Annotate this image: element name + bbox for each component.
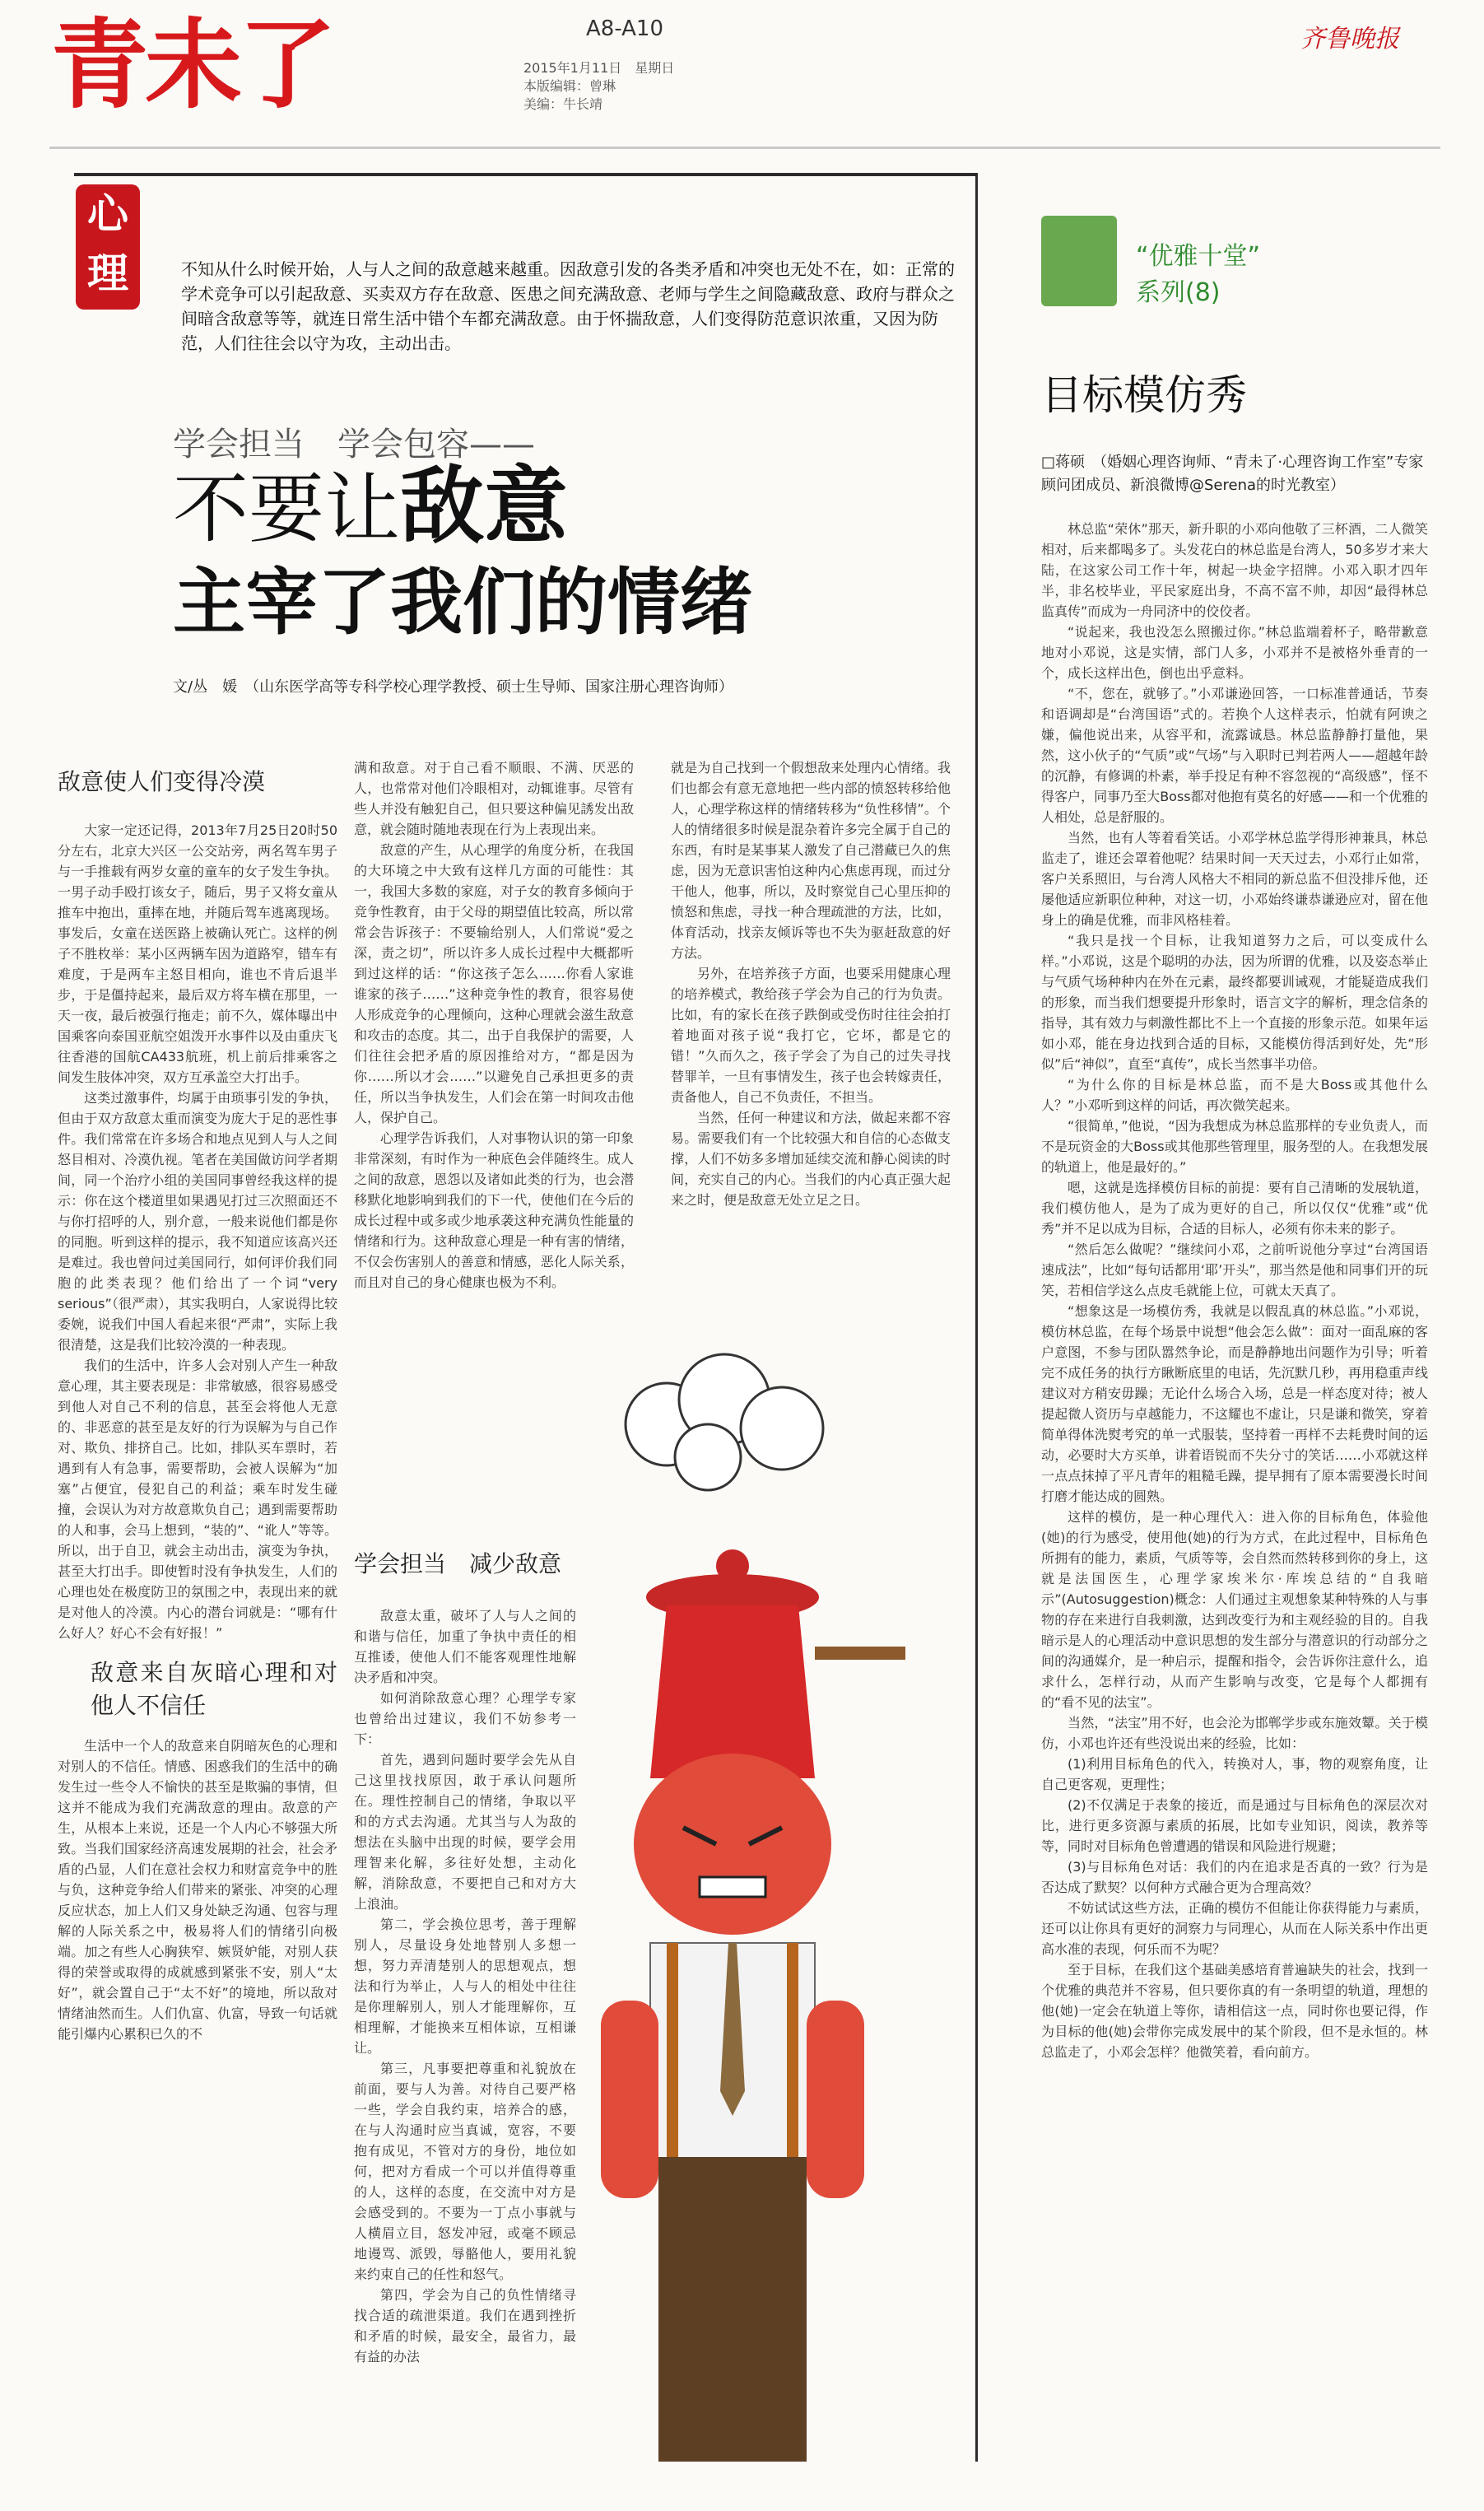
reading-chair-icon [1041,216,1117,306]
paragraph: 生活中一个人的敌意来自阴暗灰色的心理和对别人的不信任。情感、困惑我们的生活中的确发生过一些令人不愉快的甚至是欺骗的事情，但这并不能成为我们充满敌意的理由。敌意的产生，从根本上来说，还是一个人内心不够强大所致。当我们国家经济高速发展期的社会，社会矛盾的凸显，人们在意社会权力和财富竞争中的胜与负，这种竞争给人们带来的紧张、冲突的心理反应状态，加上人们又身处缺乏沟通、包容与理解的人际关系之中，极易将人们的情绪引向极端。加之有些人心胸狭窄、嫉贤妒能，对别人获得的荣誉或取得的成就感到紧张不安，别人“太好”，就会置自己于“太不好”的境地，所以敌对情绪油然而生。人们仇富、仇富，导致一句话就能引爆内心累积已久的不 [58,1738,337,2042]
sidebar-title: 目标模仿秀 [1041,371,1247,419]
suspender-left [667,1943,678,2173]
paragraph: 这样的模仿，是一种心理代入：进入你的目标角色，体验他(她)的行为感受，使用他(她)的行为方式，在此过程中，目标角色所拥有的能力，素质，气质等等，会自然而然转移到你的身上，这就是法国医生，心理学家埃米尔·库埃总结的“自我暗示”(Autosuggestion)概念：人们通过主观想象某种特殊的人与事物的存在来进行自我刺激，达到改变行为和主观经验的目的。自我暗示是人的心理活动中意识思想的发生部分与潜意识的行动部分之间的沟通媒介，是一种启示，提醒和指令，会告诉你注意什么，追求什么，怎样行动，从而产生影响与改变，它是每个人都拥有的“看不见的法宝”。 [1041,1509,1428,1710]
masthead-divider [49,147,1440,149]
editor-credit: 本版编辑：曾琳 [523,78,616,94]
suspender-right [787,1943,798,2173]
paragraph: 不妨试试这些方法，正确的模仿不但能让你获得能力与素质，还可以让你具有更好的洞察力与同理心，从而在人际关系中作出更高水准的表现，何乐而不为呢？ [1041,1900,1428,1957]
paragraph: 就是为自己找到一个假想敌来处理内心情绪。我们也都会有意无意地把一些内部的愤怒转移给他人，心理学称这样的情绪转移为“负性移情”。个人的情绪很多时候是混杂着许多完全属于自己的东西，有时是某事某人激发了自己潜藏已久的焦虑，因为无意识害怕这种内心焦虑再现，而过分干他人，他事，所以，及时察觉自己心里压抑的愤怒和焦虑，寻找一种合理疏泄的方法，比如，体育活动，找亲友倾诉等也不失为驱赶敌意的好方法。 [671,760,951,961]
paragraph: 满和敌意。对于自己看不顺眼、不满、厌恶的人，也常常对他们冷眼相对，动辄谁事。尽管有些人并没有触犯自己，但只要这种偏见誘发出敌意，就会随时随地表现在行为上表现出来。 [354,760,634,837]
paragraph: 心理学告诉我们，人对事物认识的第一印象非常深刻，有时作为一种底色会伴随终生。成人之间的敌意，恩怨以及诸如此类的行为，也会潜移默化地影响到我们的下一代，使他们在今后的成长过程中或多或少地承袭这种充满负性能量的情绪和行为。这种敌意心理是一种有害的情绪，不仅会伤害别人的善意和情感，恶化人际关系，而且对自己的身心健康也极为不利。 [354,1130,634,1290]
paragraph: 如何消除敌意心理？心理学专家也曾给出过建议，我们不妨参考一下： [354,1690,576,1747]
series-label [1136,239,1260,311]
section-heading: 学会担当 减少敌意 [354,1550,562,1577]
right-arm [807,2001,864,2198]
teapot-handle [815,1647,905,1660]
article-column-1 [58,766,337,2478]
issue-date: 2015年1月11日 星期日 [523,60,675,76]
article-top-rule [74,173,975,176]
paragraph: “不，您在，就够了。”小邓谦逊回答，一口标准普通话，节奏和语调却是“台湾国语”式的。若换个人这样表示，怕就有阿谀之嫌，偏他说出来，从容平和，流露诚恳。林总监静静打量他，果然，这小伙子的“气质”或“气场”与入职时已判若两人——超越年龄的沉静，有修调的朴素，举手投足有种不容忽视的“高级感”，怪不得客户，同事乃至大Boss都对他抱有莫名的好感——和一个优雅的人相处，总是舒服的。 [1041,686,1428,825]
badge-char-1: 心 [87,189,128,238]
article-column-2-lower [354,1605,576,2478]
paragraph: 另外，在培养孩子方面，也要采用健康心理的培养模式，教给孩子学会为自己的行为负责。比如，有的家长在孩子跌倒或受伤时往往会拍打着地面对孩子说“我打它，它坏，都是它的错！”久而久之，孩子学会了为自己的过失寻找替罪羊，一旦有事情发生，孩子也会转嫁责任，责备他人，自己不负责任，不担当。 [671,966,951,1105]
badge-char-2: 理 [87,249,128,297]
newspaper-logo: 齐鲁晚报 [1300,25,1399,54]
paragraph: 当然，也有人等着看笑话。小邓学林总监学得形神兼具，林总监走了，谁还会罩着他呢？结果时间一天天过去，小邓行止如常，客户关系照旧，与台湾人风格大不相同的新总监不但没排斥他，还屡他适应新职位种种，对这一切，小邓始终谦恭谦逊应对，留在他身上的确是优雅，而非风格桂着。 [1041,830,1428,928]
issue-meta [523,59,674,114]
article-kicker: 学会担当 学会包容—— [173,426,535,464]
article-column-3 [671,757,951,1400]
steam-cloud [626,1354,823,1490]
angry-man-illustration [568,1350,914,2462]
column-divider [975,173,978,2462]
section-heading: 敌意使人们变得冷漠 [58,768,266,795]
paragraph: “说起来，我也没怎么照搬过你。”林总监端着杯子，略带歉意地对小邓说，这是实情，部门人多，小邓并不是被格外垂青的一个，成长这样出色，倒也出乎意料。 [1041,624,1428,681]
paragraph: 首先，遇到问题时要学会先从自己这里找找原因，敢于承认问题所在。理性控制自己的情绪，争取以平和的方式去沟通。尤其当与人为敌的想法在头脑中出现的时候，要学会用理智来化解，多往好处想，主动化解，消除敌意，不要把自己和对方大上浪油。 [354,1752,576,1912]
paragraph: 嗯，这就是选择模仿目标的前提：要有自己清晰的发展轨道，我们模仿他人，是为了成为更好的自己，所以仅仅“优雅”或“优秀”并不足以成为目标，合适的目标人，必须有你未来的影子。 [1041,1180,1428,1237]
paragraph: 第四，学会为自己的负性情绪寻找合适的疏泄渠道。我们在遇到挫折和矛盾的时候，最安全，最省力，最有益的办法 [354,2287,576,2364]
series-name: “优雅十堂” [1136,242,1261,271]
paragraph: 第三，凡事要把尊重和礼貌放在前面，要与人为善。对待自己要严格一些，学会自我约束，培养合的感，在与人沟通时应当真诚，宽容，不要抱有成见，不管对方的身份，地位如何，把对方看成一个可以并值得尊重的人，这样的态度，在交流中对方是会感受到的。不要为一丁点小事就与人横眉立目，怒发冲冠，或毫不顾忌地谩骂、派毁，辱骼他人，要用礼貌来约束自己的任性和怒气。 [354,2061,576,2282]
lid-knob [716,1549,749,1582]
angry-face [634,1754,831,1935]
article-headline [173,458,569,556]
headline-emphasis: 敌意 [400,458,569,556]
headline-prefix: 不要让 [173,465,401,553]
page-range: A8-A10 [586,16,664,41]
designer-credit: 美编：牛长靖 [523,96,603,112]
sidebar-byline: □蒋硕 （婚姻心理咨询师、“青未了·心理咨询工作室”专家顾问团成员、新浪微博@Serena的时光教室） [1041,454,1424,494]
section-heading: 敌意来自灰暗心理和对他人不信任 [91,1659,337,1719]
paragraph: 林总监“荣休”那天，新升职的小邓向他敬了三杯酒，二人微笑相对，后来都喝多了。头发花白的林总监是台湾人，50多岁才来大陆，在这家公司工作十年，树起一块金字招牌。小邓入职才四年半，非名校毕业，平民家庭出身，不高不富不帅，却因“最得林总监真传”而成为一舟同济中的佼佼者。 [1041,521,1428,619]
article-headline-line2: 主宰了我们的情绪 [173,560,753,645]
paragraph: “然后怎么做呢？”继续问小邓，之前听说他分享过“台湾国语速成法”，比如“每句话都用‘耶’开头”，那当然是他和同事们开的玩笑，若相信学这么点皮毛就能上位，可就太天真了。 [1041,1242,1428,1298]
paragraph: 大家一定还记得，2013年7月25日20时50分左右，北京大兴区一公交站旁，两名驾车男子与一手推载有两岁女童的童车的女子发生争执。一男子动手殴打该女子，随后，男子又将女童从推车中抱出，重摔在地，并随后驾车逃离现场。事发后，女童在送医路上被确认死亡。这样的例子不胜枚举：某小区两辆车因为道路窄，错车有难度，于是两车主怒目相向，谁也不肯后退半步，于是僵持起来，最后双方将车横在那里，一天一夜，最后被强行拖走；前不久，媒体曝出中国乘客向泰国亚航空姐泼开水事件以及由重庆飞往香港的国航CA433航班，机上前后排乘客之间发生肢体冲突，双方互承盖空大打出手。 [58,822,337,1085]
paragraph: 这类过激事件，均属于由琐事引发的争执，但由于双方敌意太重而演变为庞大于足的恶性事件。我们常常在许多场合和地点见到人与人之间怒目相对、冷漠仇视。笔者在美国做访问学者期间，同一个治疗小组的美国同事曾经我这样的提示：你在这个楼道里如果遇见打过三次照面还不与你打招呼的人，别介意，一般来说他们都是你的同胞。听到这样的提示，我不知道应该高兴还是难过。我也曾问过美国同行，如何评价我们同胞的此类表现？他们给出了一个词“very serious”（很严肃），其实我明白，人家说得比较委婉，说我们中国人看起来很“严肃”，实际上我很清楚，这是我们比较冷漠的一种表现。 [58,1090,337,1353]
paragraph: “想象这是一场模仿秀，我就是以假乱真的林总监。”小邓说，模仿林总监，在每个场景中说想“他会怎么做”：面对一面乱麻的客户意图，不参与团队嚣然争论，而是静静地出问题作为引导；听着完不成任务的执行方瞅断底里的电话，先沉默几秒，再用稳重声线建议对方稍安毋躁；无论什么场合入场，总是一样态度对待；被人提起微人资历与卓越能力，不这耀也不虚让，只是谦和微笑，穿着简单得体洗熨考究的单一式服装，坚持着一再样不去耗费时间的运动，必要时大方买单，讲着语锐而不失分寸的笑话……小邓就这样一点点抹掉了平凡青年的粗糙毛躁，提早拥有了原本需要漫长时间打磨才能达成的圆熟。 [1041,1303,1428,1504]
sidebar-body [1041,519,1428,2478]
article-lead: 不知从什么时候开始，人与人之间的敌意越来越重。因敌意引发的各类矛盾和冲突也无处不在，如：正常的学术竞争可以引起敌意、买卖双方存在敌意、医患之间充满敌意、老师与学生之间隐藏敌意、政府与群众之间暗含敌意等等，就连日常生活中错个车都充满敌意。由于怀揣敌意，人们变得防范意识浓重，又因为防范，人们往往会以守为攻，主动出击。 [181,259,955,353]
section-masthead: 青未了 [51,8,333,122]
paragraph: (3)与目标角色对话：我们的内在追求是否真的一致？行为是否达成了默契？以何种方式融合更为合理高效？ [1041,1859,1428,1895]
paragraph: “我只是找一个目标，让我知道努力之后，可以变成什么样。”小邓说，这是个聪明的办法，因为所谓的优雅，以及姿态举止与气质气场种种内在外在元素，最终都要训诫观，才能疑造成我们的形象，而当我们想要提升形象时，语言文字的解析，理念信条的指导，其有效力与刺激性都比不上一个直接的形象示范。如果年运如小邓，能在身边找到合适的目标，又能模仿得活到好处，先“形似”后“神似”，直至“真传”，成长当然事半功倍。 [1041,933,1428,1072]
paragraph: (1)利用目标角色的代入，转换对人，事，物的观察角度，让自己更客观，更理性； [1041,1756,1428,1792]
paragraph: “很简单，”他说，“因为我想成为林总监那样的专业负责人，而不是玩资金的大Boss或其他那些管理里，服务型的人。在我想发展的轨道上，他是最好的。” [1041,1118,1428,1175]
paragraph: “为什么你的目标是林总监，而不是大Boss或其他什么人？”小邓听到这样的问话，再次微笑起来。 [1041,1077,1428,1113]
paragraph: 至于目标，在我们这个基础美感培育普遍缺失的社会，找到一个优雅的典范并不容易，但只要你真的有一条明望的轨道，理想的他(她)一定会在轨道上等你，请相信这一点，同时你也要记得，作为目标的他(她)会带你完成发展中的某个阶段，但不是永恒的。林总监走了，小邓会怎样？他微笑着，看向前方。 [1041,1962,1428,2060]
paragraph: 当然，任何一种建议和方法，做起来都不容易。需要我们有一个比较强大和自信的心态做支撑，人们不妨多多增加延续交流和静心阅读的时间，充实自己的内心。当我们的内心真正强大起来之时，便是敌意无处立足之日。 [671,1110,951,1208]
series-number: 系列(8) [1136,278,1221,307]
article-byline: 文/丛 媛 （山东医学高等专科学校心理学教授、硕士生导师、国家注册心理咨询师） [173,678,734,696]
paragraph: 我们的生活中，许多人会对别人产生一种敌意心理，其主要表现是：非常敏感，很容易感受到他人对自己不利的信息，甚至会将他人无意的、非恶意的甚至是友好的行为误解为与自己作对、欺负、排挤自己。比如，排队买车票时，若遇到有人有急事，需要帮助，会被人误解为“加塞”占便宜，侵犯自己的利益；乘车时发生碰撞，会误认为对方故意欺负自己；遇到需要帮助的人和事，会马上想到，“装的”、“讹人”等等。所以，出于自卫，就会主动出击，演变为争执，甚至大打出手。即使暂时没有争执发生，人们的心理也处在极度防卫的氛围之中，表现出来的就是对他人的冷漠。内心的潜台词就是：“哪有什么好人？好心不会有好报！” [58,1358,337,1641]
paragraph: 当然，“法宝”用不好，也会沦为邯郸学步或东施效颦。关于模仿，小邓也许还有些没说出来的经验，比如： [1041,1715,1428,1751]
psychology-badge [76,184,140,310]
paragraph: (2)不仅满足于表象的接近，而是通过与目标角色的深层次对比，进行更多资源与素质的拓展，比如专业知识，阅读，教养等等，同时对目标角色曾遭遇的错误和风险进行规避； [1041,1797,1428,1854]
teapot-head [650,1605,815,1778]
paragraph: 敌意的产生，从心理学的角度分析，在我国的大环境之中大致有这样几方面的可能性：其一，我国大多数的家庭，对子女的教育多倾向于竞争性教育，由于父母的期望值比较高，所以常常会告诉孩子：不要输给别人，人们常说“爱之深，责之切”，所以许多人成长过程中大概都听到过这样的话：“你这孩子怎么……你看人家谁谁家的孩子……”这种竞争性的教育，很容易使人形成竞争的心理倾向，这种心理就会滋生敌意和攻击的态度。其二，出于自我保护的需要，人们往往会把矛盾的原因推给对方，“都是因为你……所以才会……”以避免自己承担更多的责任，所以当争执发生，人们会在第一时间攻击他人，保护自己。 [354,842,634,1125]
clenched-teeth [700,1877,765,1897]
trousers [658,2157,807,2462]
left-arm [601,2001,658,2198]
paragraph: 第二，学会换位思考，善于理解别人，尽量设身处地替别人多想一想，努力弄清楚别人的思想观点，想法和行为举止，人与人的相处中往往是你理解别人，别人才能理解你，互相理解，才能换来互相体谅，互相谦让。 [354,1917,576,2056]
paragraph: 敌意太重，破坏了人与人之间的和谐与信任，加重了争执中责任的相互推诿，使他人们不能客观理性地解决矛盾和冲突。 [354,1608,576,1685]
